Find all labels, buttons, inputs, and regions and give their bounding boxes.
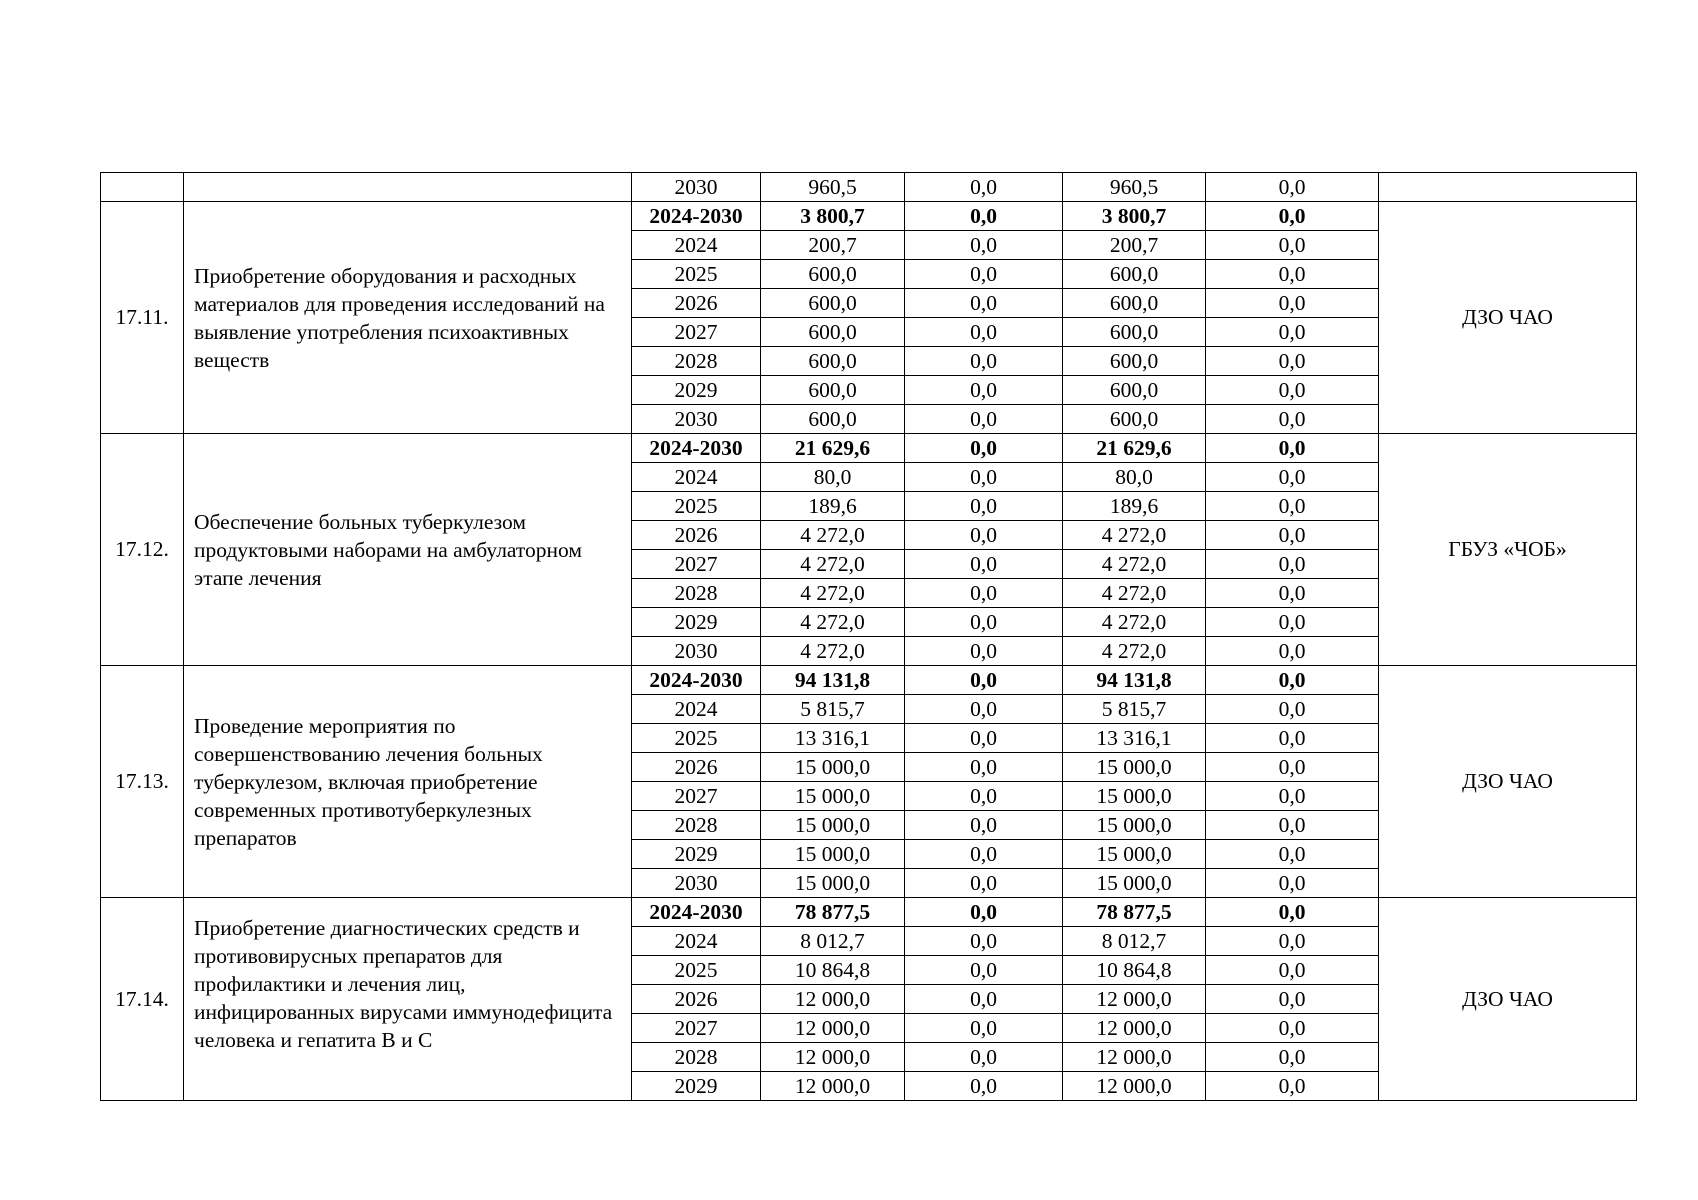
activity-name-cell: Приобретение диагностических средств и противовирусных препаратов для профилактики и лечения лиц, инфицированных вирусами иммунодефицита человека и гепатита В и С [184,898,632,1101]
year-cell: 2027 [632,782,761,811]
regional-budget-cell: 12 000,0 [1063,1014,1206,1043]
table-row [101,173,1637,202]
regional-budget-cell: 8 012,7 [1063,927,1206,956]
regional-budget-cell: 4 272,0 [1063,637,1206,666]
other-sources-cell: 0,0 [1206,869,1379,898]
year-cell: 2029 [632,376,761,405]
other-sources-cell: 0,0 [1206,260,1379,289]
regional-budget-cell: 10 864,8 [1063,956,1206,985]
year-cell: 2029 [632,1072,761,1101]
total-cell: 4 272,0 [761,579,905,608]
total-cell: 4 272,0 [761,521,905,550]
other-sources-cell: 0,0 [1206,956,1379,985]
year-cell: 2028 [632,1043,761,1072]
other-sources-cell: 0,0 [1206,318,1379,347]
year-cell: 2028 [632,579,761,608]
total-cell: 78 877,5 [761,898,905,927]
federal-budget-cell: 0,0 [905,405,1063,434]
table-row-total [101,202,1637,231]
federal-budget-cell: 0,0 [905,608,1063,637]
total-cell: 12 000,0 [761,985,905,1014]
regional-budget-cell: 600,0 [1063,405,1206,434]
federal-budget-cell: 0,0 [905,463,1063,492]
other-sources-cell: 0,0 [1206,724,1379,753]
total-cell: 21 629,6 [761,434,905,463]
year-cell: 2030 [632,637,761,666]
regional-budget-cell: 200,7 [1063,231,1206,260]
total-cell: 600,0 [761,405,905,434]
year-cell: 2029 [632,608,761,637]
total-cell: 4 272,0 [761,608,905,637]
total-cell: 10 864,8 [761,956,905,985]
federal-budget-cell: 0,0 [905,637,1063,666]
year-cell: 2028 [632,347,761,376]
year-cell: 2026 [632,289,761,318]
regional-budget-cell: 4 272,0 [1063,579,1206,608]
total-cell: 80,0 [761,463,905,492]
regional-budget-cell: 15 000,0 [1063,811,1206,840]
total-cell: 189,6 [761,492,905,521]
other-sources-cell: 0,0 [1206,550,1379,579]
total-cell: 13 316,1 [761,724,905,753]
federal-budget-cell: 0,0 [905,898,1063,927]
federal-budget-cell: 0,0 [905,956,1063,985]
federal-budget-cell: 0,0 [905,1072,1063,1101]
executor-cell: ДЗО ЧАО [1379,202,1637,434]
federal-budget-cell: 0,0 [905,985,1063,1014]
federal-budget-cell: 0,0 [905,840,1063,869]
federal-budget-cell: 0,0 [905,492,1063,521]
other-sources-cell: 0,0 [1206,637,1379,666]
federal-budget-cell: 0,0 [905,1043,1063,1072]
total-cell: 600,0 [761,260,905,289]
regional-budget-cell: 4 272,0 [1063,550,1206,579]
executor-cell [1379,173,1637,202]
other-sources-cell: 0,0 [1206,492,1379,521]
federal-budget-cell: 0,0 [905,1014,1063,1043]
regional-budget-cell: 3 800,7 [1063,202,1206,231]
row-number-cell: 17.14. [101,898,184,1101]
year-cell: 2024-2030 [632,434,761,463]
other-sources-cell: 0,0 [1206,753,1379,782]
federal-budget-cell: 0,0 [905,753,1063,782]
regional-budget-cell: 4 272,0 [1063,608,1206,637]
row-number-cell [101,173,184,202]
year-cell: 2025 [632,956,761,985]
total-cell: 200,7 [761,231,905,260]
total-cell: 94 131,8 [761,666,905,695]
row-number-cell: 17.11. [101,202,184,434]
other-sources-cell: 0,0 [1206,1043,1379,1072]
total-cell: 15 000,0 [761,869,905,898]
regional-budget-cell: 12 000,0 [1063,1043,1206,1072]
federal-budget-cell: 0,0 [905,782,1063,811]
other-sources-cell: 0,0 [1206,434,1379,463]
other-sources-cell: 0,0 [1206,1072,1379,1101]
executor-cell: ГБУЗ «ЧОБ» [1379,434,1637,666]
regional-budget-cell: 12 000,0 [1063,985,1206,1014]
regional-budget-cell: 94 131,8 [1063,666,1206,695]
year-cell: 2027 [632,318,761,347]
federal-budget-cell: 0,0 [905,869,1063,898]
federal-budget-cell: 0,0 [905,173,1063,202]
activity-name-cell: Приобретение оборудования и расходных материалов для проведения исследований на выявление употребления психоактивных веществ [184,202,632,434]
regional-budget-cell: 78 877,5 [1063,898,1206,927]
year-cell: 2024-2030 [632,202,761,231]
other-sources-cell: 0,0 [1206,840,1379,869]
year-cell: 2025 [632,724,761,753]
total-cell: 5 815,7 [761,695,905,724]
other-sources-cell: 0,0 [1206,521,1379,550]
year-cell: 2026 [632,521,761,550]
regional-budget-cell: 960,5 [1063,173,1206,202]
other-sources-cell: 0,0 [1206,1014,1379,1043]
regional-budget-cell: 600,0 [1063,260,1206,289]
regional-budget-cell: 600,0 [1063,289,1206,318]
federal-budget-cell: 0,0 [905,260,1063,289]
regional-budget-cell: 4 272,0 [1063,521,1206,550]
executor-cell: ДЗО ЧАО [1379,666,1637,898]
table-body [101,173,1637,1101]
other-sources-cell: 0,0 [1206,347,1379,376]
total-cell: 12 000,0 [761,1014,905,1043]
total-cell: 12 000,0 [761,1043,905,1072]
year-cell: 2024 [632,231,761,260]
other-sources-cell: 0,0 [1206,927,1379,956]
total-cell: 15 000,0 [761,840,905,869]
table-row-total [101,666,1637,695]
year-cell: 2024 [632,463,761,492]
regional-budget-cell: 80,0 [1063,463,1206,492]
regional-budget-cell: 5 815,7 [1063,695,1206,724]
activity-name-cell [184,173,632,202]
activity-name-cell: Проведение мероприятия по совершенствованию лечения больных туберкулезом, включая приобретение современных противотуберкулезных препаратов [184,666,632,898]
other-sources-cell: 0,0 [1206,376,1379,405]
total-cell: 4 272,0 [761,637,905,666]
row-number-cell: 17.12. [101,434,184,666]
total-cell: 4 272,0 [761,550,905,579]
year-cell: 2027 [632,1014,761,1043]
year-cell: 2027 [632,550,761,579]
row-number-cell: 17.13. [101,666,184,898]
regional-budget-cell: 12 000,0 [1063,1072,1206,1101]
federal-budget-cell: 0,0 [905,550,1063,579]
funding-table [100,172,1637,1101]
year-cell: 2028 [632,811,761,840]
other-sources-cell: 0,0 [1206,231,1379,260]
regional-budget-cell: 15 000,0 [1063,869,1206,898]
total-cell: 12 000,0 [761,1072,905,1101]
other-sources-cell: 0,0 [1206,463,1379,492]
regional-budget-cell: 600,0 [1063,318,1206,347]
year-cell: 2029 [632,840,761,869]
total-cell: 600,0 [761,289,905,318]
other-sources-cell: 0,0 [1206,405,1379,434]
other-sources-cell: 0,0 [1206,695,1379,724]
year-cell: 2030 [632,173,761,202]
regional-budget-cell: 189,6 [1063,492,1206,521]
total-cell: 600,0 [761,347,905,376]
federal-budget-cell: 0,0 [905,434,1063,463]
year-cell: 2024-2030 [632,898,761,927]
other-sources-cell: 0,0 [1206,173,1379,202]
federal-budget-cell: 0,0 [905,521,1063,550]
federal-budget-cell: 0,0 [905,376,1063,405]
regional-budget-cell: 13 316,1 [1063,724,1206,753]
federal-budget-cell: 0,0 [905,579,1063,608]
activity-name-cell: Обеспечение больных туберкулезом продуктовыми наборами на амбулаторном этапе лечения [184,434,632,666]
regional-budget-cell: 21 629,6 [1063,434,1206,463]
total-cell: 15 000,0 [761,782,905,811]
other-sources-cell: 0,0 [1206,898,1379,927]
federal-budget-cell: 0,0 [905,666,1063,695]
regional-budget-cell: 600,0 [1063,347,1206,376]
table-row-total [101,434,1637,463]
federal-budget-cell: 0,0 [905,289,1063,318]
year-cell: 2025 [632,260,761,289]
other-sources-cell: 0,0 [1206,579,1379,608]
federal-budget-cell: 0,0 [905,347,1063,376]
federal-budget-cell: 0,0 [905,202,1063,231]
regional-budget-cell: 600,0 [1063,376,1206,405]
regional-budget-cell: 15 000,0 [1063,782,1206,811]
year-cell: 2026 [632,985,761,1014]
total-cell: 15 000,0 [761,811,905,840]
total-cell: 960,5 [761,173,905,202]
other-sources-cell: 0,0 [1206,202,1379,231]
other-sources-cell: 0,0 [1206,782,1379,811]
federal-budget-cell: 0,0 [905,318,1063,347]
total-cell: 8 012,7 [761,927,905,956]
federal-budget-cell: 0,0 [905,724,1063,753]
year-cell: 2026 [632,753,761,782]
total-cell: 600,0 [761,376,905,405]
year-cell: 2024 [632,695,761,724]
year-cell: 2025 [632,492,761,521]
year-cell: 2024 [632,927,761,956]
year-cell: 2024-2030 [632,666,761,695]
regional-budget-cell: 15 000,0 [1063,753,1206,782]
regional-budget-cell: 15 000,0 [1063,840,1206,869]
year-cell: 2030 [632,405,761,434]
other-sources-cell: 0,0 [1206,666,1379,695]
federal-budget-cell: 0,0 [905,927,1063,956]
other-sources-cell: 0,0 [1206,985,1379,1014]
year-cell: 2030 [632,869,761,898]
other-sources-cell: 0,0 [1206,608,1379,637]
federal-budget-cell: 0,0 [905,695,1063,724]
federal-budget-cell: 0,0 [905,231,1063,260]
federal-budget-cell: 0,0 [905,811,1063,840]
other-sources-cell: 0,0 [1206,289,1379,318]
total-cell: 15 000,0 [761,753,905,782]
table-row-total [101,898,1637,927]
other-sources-cell: 0,0 [1206,811,1379,840]
total-cell: 600,0 [761,318,905,347]
total-cell: 3 800,7 [761,202,905,231]
executor-cell: ДЗО ЧАО [1379,898,1637,1101]
